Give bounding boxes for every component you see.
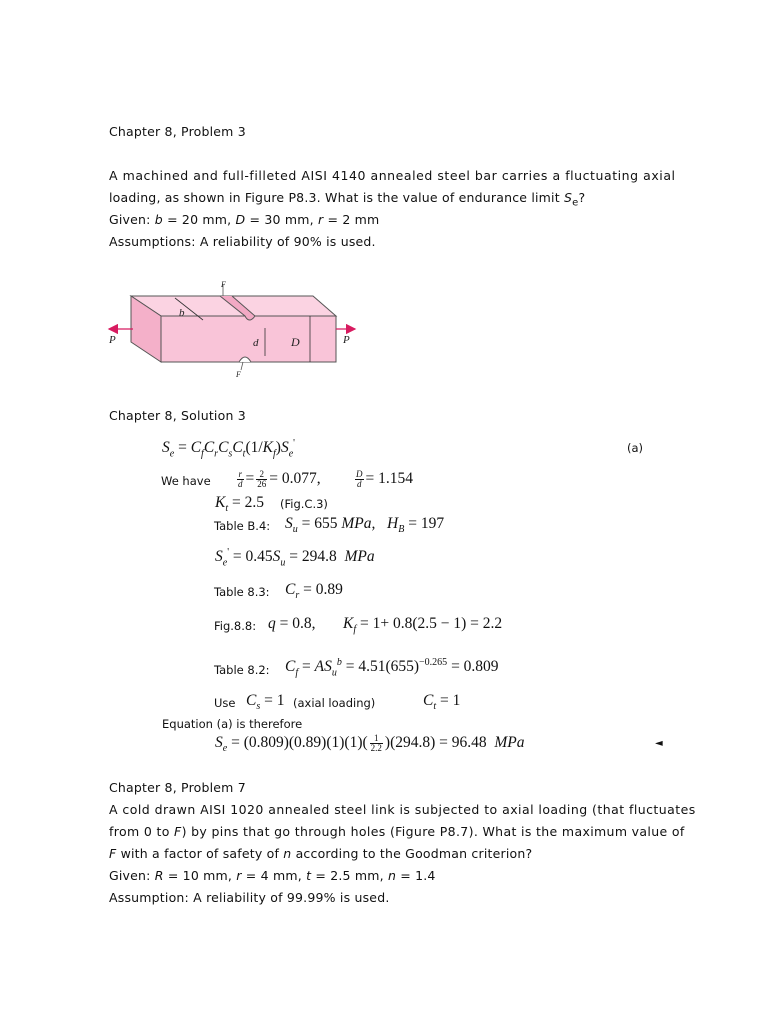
equation-tag: (a) [627,441,644,455]
problem7-statement-line2: from 0 to F) by pins that go through holes (Figure P8.7). What is the maximum value of [109,824,685,839]
table-83-label: Table 8.3: [214,585,270,599]
se-prime-line: $S_e' = 0.45S_u = 294.8$ MPa [215,547,375,569]
figure-notched-bar [105,276,365,382]
label-D: D [291,335,300,349]
problem3-statement-line1 [109,168,676,183]
label-F-bottom: F [236,370,241,379]
label-b: b [179,307,185,319]
ct-line: $C_t = 1$ [423,692,461,713]
problem7-statement-line3: F with a factor of safety of n according to the Goodman criterion? [109,846,533,861]
problem7-given: Given: R = 10 mm, r = 4 mm, t = 2.5 mm, n = 1.4 [109,868,436,883]
label-d: d [253,337,259,349]
table-82-label: Table 8.2: [214,663,270,677]
we-have-label: We have [161,474,211,488]
use-label: Use [214,696,236,710]
q-line: q = 0.8, [268,615,316,632]
problem3-line1-text: A machined and full-filleted AISI 4140 annealed steel bar carries a fluctuating axial [109,168,676,183]
cs-line: $C_s = 1$ [246,692,285,713]
equation-therefore: Equation (a) is therefore [162,717,303,731]
problem7-heading: Chapter 8, Problem 7 [109,780,246,795]
problem3-statement-line2: loading, as shown in Figure P8.3. What is the value of endurance limit $S_e$? [109,190,586,209]
cr-line: $C_r = 0.89$ [285,581,343,602]
kt-line: $K_t = 2.5$ [215,494,264,515]
problem7-statement-line1: A cold drawn AISI 1020 annealed steel link is subjected to axial loading (that fluctuates [109,802,696,817]
final-result: $S_e = (0.809)(0.89)(1)(1)$( $\frac{1}{2.2}$ )(294.8) = 96.48 MPa [215,733,525,755]
equation-main: $S_e = C_fC_rC_sC_t(1/K_f)S_e'$ [162,438,295,460]
problem3-assumption: Assumptions: A reliability of 90% is used. [109,234,376,249]
su-line: $S_u = 655$ MPa, $H_B = 197$ [285,515,445,536]
label-P-right: P [343,334,350,346]
table-b4-label: Table B.4: [214,519,271,533]
cf-line: $C_f = AS_u^b = 4.51(655)^{-0.265} = 0.809$ [285,657,499,679]
solution3-heading: Chapter 8, Solution 3 [109,408,246,423]
label-F-top: F [221,280,226,289]
force-bottom-line [241,362,243,370]
ratio-D-over-d: $\frac{D}{d}$ = 1.154 [356,469,413,489]
label-P-left: P [109,334,116,346]
problem3-heading: Chapter 8, Problem 3 [109,124,246,139]
cs-note: (axial loading) [293,696,376,710]
kf-line: $K_f = 1+ 0.8(2.5 - 1) = 2.2$ [343,615,503,636]
kt-reference: (Fig.C.3) [280,497,328,511]
problem7-assumption: Assumption: A reliability of 99.99% is used. [109,890,390,905]
end-of-solution-marker: ◄ [655,738,663,749]
ratio-r-over-d: $\frac{r}{d}$ = $\frac{2}{26}$ = 0.077, [238,469,321,489]
problem3-given: Given: b = 20 mm, D = 30 mm, r = 2 mm [109,212,380,227]
fig-88-label: Fig.8.8: [214,619,257,633]
